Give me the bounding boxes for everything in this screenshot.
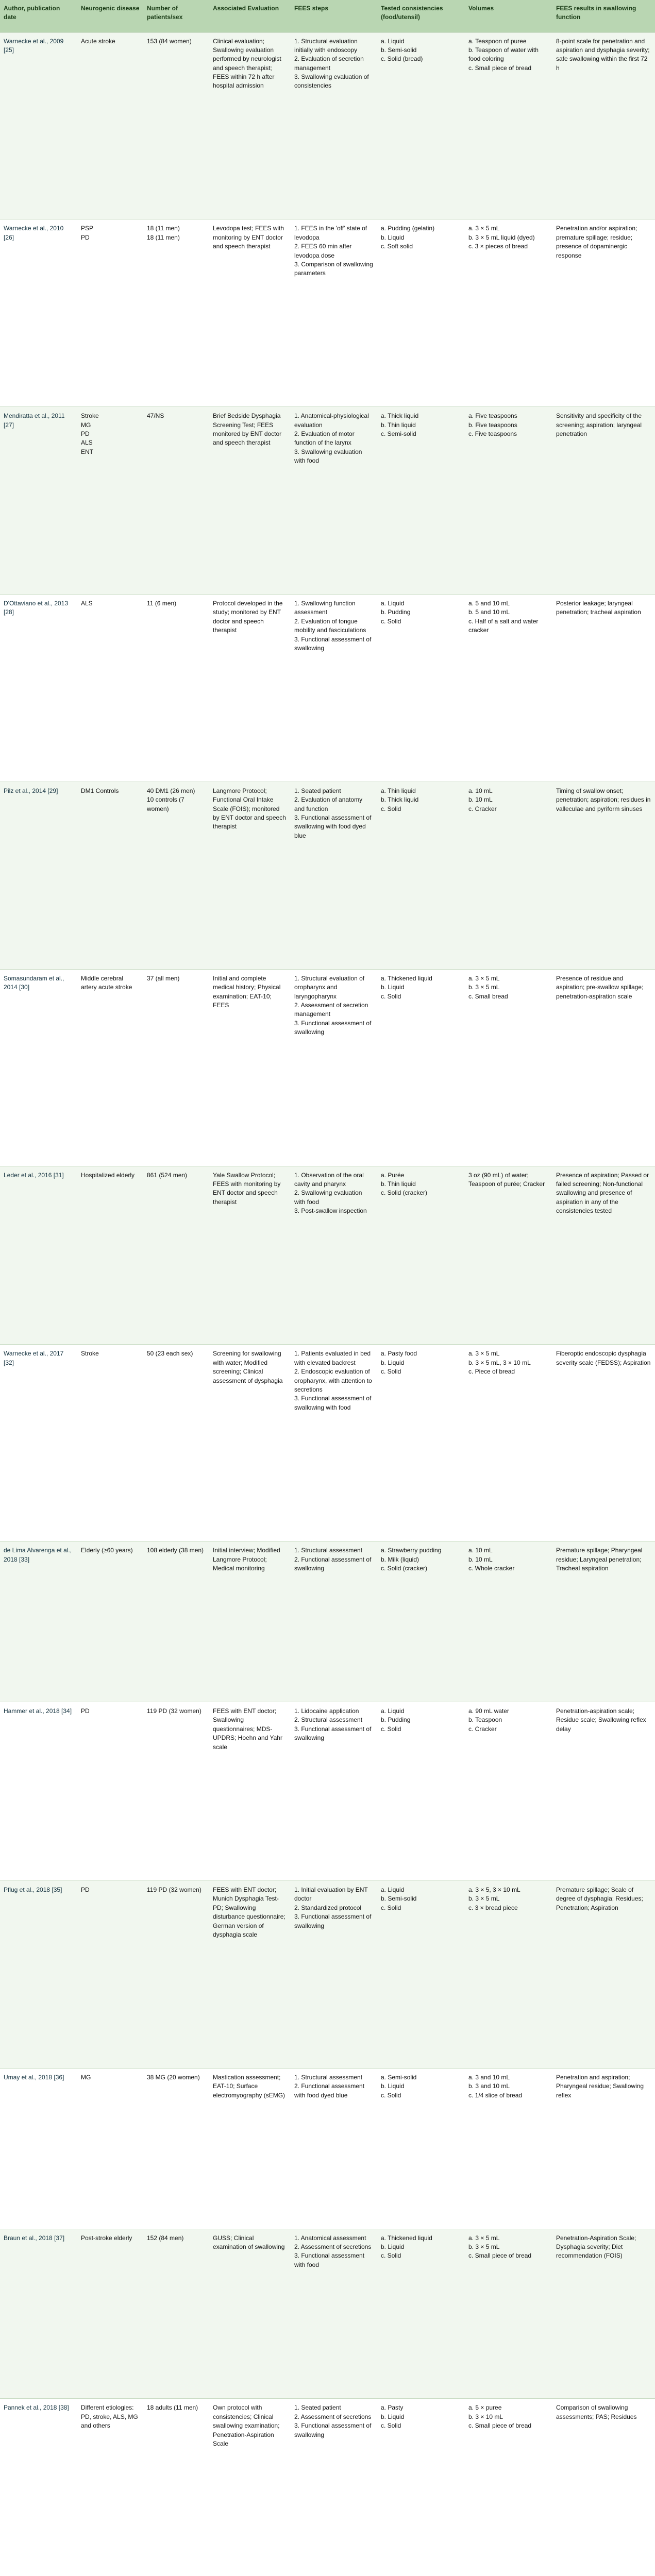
cell-text: 18 (11 men) 18 (11 men): [147, 225, 180, 241]
cell-text: a. 3 × 5 mL b. 3 × 5 mL c. Small piece of bread: [468, 2234, 532, 2260]
table-cell: [291, 2229, 377, 2399]
cell-text: a. Semi-solid b. Liquid c. Solid: [381, 2073, 417, 2099]
table-cell: [143, 2068, 209, 2229]
study-author: Hammer et al., 2018 [34]: [4, 1707, 72, 1715]
table-cell: [0, 595, 77, 782]
table-cell: [291, 1166, 377, 1345]
table-cell: [377, 1166, 465, 1345]
cell-text: 1. Anatomical assessment 2. Assessment of secretions 3. Functional assessment with food: [294, 2234, 372, 2268]
cell-text: a. 3 × 5 mL b. 3 × 5 mL, 3 × 10 mL c. Piece of bread: [468, 1350, 531, 1376]
cell-text: Yale Swallow Protocol; FEES with monitoring by ENT doctor and speech therapist: [213, 1171, 281, 1206]
table-row: [0, 2229, 655, 2399]
cell-text: a. 3 × 5 mL b. 3 × 5 mL liquid (dyed) c. 3 × pieces of bread: [468, 225, 535, 250]
table-cell: [552, 219, 655, 407]
table-cell: [552, 2399, 655, 2576]
table-cell: [291, 407, 377, 595]
table-cell: [209, 2229, 291, 2399]
cell-text: a. Thickened liquid b. Liquid c. Solid: [381, 974, 432, 1000]
cell-text: a. Liquid b. Pudding c. Solid: [381, 1707, 411, 1733]
table-cell: [0, 1166, 77, 1345]
cell-text: PD: [81, 1886, 90, 1893]
cell-text: 37 (all men): [147, 974, 180, 982]
table-cell: [291, 1880, 377, 2068]
table-cell: [77, 1541, 143, 1702]
cell-text: Elderly (≥60 years): [81, 1547, 133, 1554]
table-cell: [377, 32, 465, 219]
table-cell: [209, 1166, 291, 1345]
cell-text: 119 PD (32 women): [147, 1707, 201, 1715]
column-header: Volumes: [465, 0, 552, 32]
table-cell: [143, 1541, 209, 1702]
table-cell: [465, 595, 552, 782]
cell-text: Stroke: [81, 1350, 99, 1358]
cell-text: Screening for swallowing with water; Modified screening; Clinical assessment of dysphagia: [213, 1350, 283, 1384]
table-cell: [291, 2068, 377, 2229]
cell-text: a. Liquid b. Semi-solid c. Solid: [381, 1886, 417, 1911]
cell-text: a. Thickened liquid b. Liquid c. Solid: [381, 2234, 432, 2260]
table-row: [0, 1541, 655, 1702]
table-cell: [552, 1541, 655, 1702]
table-cell: [465, 219, 552, 407]
table-cell: [0, 1541, 77, 1702]
cell-text: Sensitivity and specificity of the screening; aspiration; laryngeal penetration: [556, 412, 642, 437]
table-cell: [209, 1345, 291, 1541]
cell-text: a. 5 and 10 mL b. 5 and 10 mL c. Half of a salt and water cracker: [468, 600, 539, 634]
cell-text: Stroke MG PD ALS ENT: [81, 412, 99, 455]
cell-text: Comparison of swallowing assessments; PAS; Residues: [556, 2404, 637, 2420]
table-cell: [291, 1345, 377, 1541]
table-cell: [552, 969, 655, 1166]
table-cell: [77, 2229, 143, 2399]
study-author: Umay et al., 2018 [36]: [4, 2073, 64, 2081]
column-header: Author, publication date: [0, 0, 77, 32]
column-header: Associated Evaluation: [209, 0, 291, 32]
cell-text: 1. Seated patient 2. Assessment of secretions 3. Functional assessment of swallowing: [294, 2404, 372, 2438]
cell-text: Presence of aspiration; Passed or failed screening; Non-functional swallowing and presence of aspiration in any of the consistencies tested: [556, 1171, 649, 1215]
table-cell: [209, 2068, 291, 2229]
cell-text: a. 90 mL water b. Teaspoon c. Cracker: [468, 1707, 509, 1733]
table-cell: [291, 1541, 377, 1702]
table-row: [0, 2068, 655, 2229]
table-cell: [0, 219, 77, 407]
cell-text: 1. Anatomical-physiological evaluation 2. Evaluation of motor function of the larynx 3. Swallowing evaluation with food: [294, 412, 369, 465]
cell-text: Langmore Protocol; Functional Oral Intake Scale (FOIS); monitored by ENT doctor and speech therapist: [213, 787, 286, 831]
cell-text: Mastication assessment; EAT-10; Surface electromyography (sEMG): [213, 2073, 285, 2099]
study-author: Warnecke et al., 2009 [25]: [4, 37, 64, 54]
table-cell: [377, 1345, 465, 1541]
cell-text: Penetration and aspiration; Pharyngeal residue; Swallowing reflex: [556, 2073, 644, 2099]
cell-text: a. 3 × 5 mL b. 3 × 5 mL c. Small bread: [468, 974, 508, 1000]
cell-text: GUSS; Clinical examination of swallowing: [213, 2234, 285, 2251]
table-row: [0, 219, 655, 407]
table-row: [0, 782, 655, 969]
cell-text: 40 DM1 (26 men) 10 controls (7 women): [147, 787, 195, 812]
cell-text: Initial and complete medical history; Physical examination; EAT-10; FEES: [213, 974, 281, 1009]
cell-text: Levodopa test; FEES with monitoring by ENT doctor and speech therapist: [213, 225, 284, 250]
table-cell: [465, 2229, 552, 2399]
study-author: Braun et al., 2018 [37]: [4, 2234, 65, 2242]
table-cell: [209, 219, 291, 407]
table-row: [0, 595, 655, 782]
table-cell: [143, 782, 209, 969]
cell-text: 1. Observation of the oral cavity and pharynx 2. Swallowing evaluation with food 3. Post-swallow inspection: [294, 1171, 367, 1215]
cell-text: Clinical evaluation; Swallowing evaluation performed by neurologist and speech therapist; FEES within 72 h after hospital admission: [213, 37, 281, 90]
cell-text: a. Liquid b. Pudding c. Solid: [381, 600, 411, 625]
table-cell: [552, 1345, 655, 1541]
table-cell: [209, 1541, 291, 1702]
table-cell: [209, 595, 291, 782]
cell-text: 18 adults (11 men): [147, 2404, 198, 2412]
cell-text: 1. Initial evaluation by ENT doctor 2. Standardized protocol 3. Functional assessment of swallowing: [294, 1886, 372, 1929]
cell-text: Hospitalized elderly: [81, 1171, 135, 1179]
cell-text: a. Purée b. Thin liquid c. Solid (cracker): [381, 1171, 428, 1197]
table-cell: [291, 1702, 377, 1881]
table-row: [0, 1702, 655, 1881]
cell-text: 38 MG (20 women): [147, 2073, 200, 2081]
table-cell: [77, 407, 143, 595]
table-cell: [143, 2399, 209, 2576]
cell-text: 47/NS: [147, 412, 164, 420]
cell-text: 1. Structural assessment 2. Functional assessment with food dyed blue: [294, 2073, 365, 2099]
table-cell: [377, 1880, 465, 2068]
table-cell: [143, 2229, 209, 2399]
table-cell: [291, 2399, 377, 2576]
cell-text: a. Teaspoon of puree b. Teaspoon of water with food coloring c. Small piece of bread: [468, 37, 539, 72]
cell-text: Penetration and/or aspiration; premature spillage; residue; presence of dopaminergic response: [556, 225, 637, 259]
cell-text: a. 5 × puree b. 3 × 10 mL c. Small piece of bread: [468, 2404, 532, 2430]
table-cell: [465, 1541, 552, 1702]
cell-text: 1. Structural evaluation of oropharynx and laryngopharynx 2. Assessment of secretion management 3. Functional assessment of swallowing: [294, 974, 372, 1036]
table-cell: [291, 782, 377, 969]
cell-text: a. Pudding (gelatin) b. Liquid c. Soft solid: [381, 225, 435, 250]
cell-text: 11 (6 men): [147, 600, 177, 607]
table-cell: [143, 1166, 209, 1345]
cell-text: Premature spillage; Pharyngeal residue; Laryngeal penetration; Tracheal aspiration: [556, 1547, 643, 1572]
table-cell: [291, 219, 377, 407]
table-cell: [0, 969, 77, 1166]
table-cell: [377, 2399, 465, 2576]
table-cell: [77, 32, 143, 219]
cell-text: a. Thin liquid b. Thick liquid c. Solid: [381, 787, 419, 812]
table-cell: [209, 407, 291, 595]
table-cell: [465, 32, 552, 219]
table-cell: [143, 219, 209, 407]
cell-text: Post-stroke elderly: [81, 2234, 132, 2242]
cell-text: Presence of residue and aspiration; pre-swallow spillage; penetration-aspiration scale: [556, 974, 644, 1000]
cell-text: 1. Swallowing function assessment 2. Evaluation of tongue mobility and fasciculations 3. Functional assessment of swallowing: [294, 600, 372, 652]
cell-text: DM1 Controls: [81, 787, 119, 794]
study-author: Warnecke et al., 2017 [32]: [4, 1350, 64, 1366]
cell-text: FEES with ENT doctor; Swallowing questionnaires; MDS-UPDRS; Hoehn and Yahr scale: [213, 1707, 282, 1751]
cell-text: Own protocol with consistencies; Clinical swallowing examination; Penetration-Aspiration Scale: [213, 2404, 280, 2448]
table-cell: [209, 969, 291, 1166]
table-cell: [377, 2068, 465, 2229]
table-cell: [465, 969, 552, 1166]
table-cell: [77, 782, 143, 969]
cell-text: 108 elderly (38 men): [147, 1547, 204, 1554]
table-cell: [0, 1345, 77, 1541]
cell-text: Premature spillage; Scale of degree of dysphagia; Residues; Penetration; Aspiration: [556, 1886, 643, 1911]
table-cell: [143, 595, 209, 782]
table-cell: [465, 407, 552, 595]
table-cell: [0, 32, 77, 219]
table-cell: [377, 407, 465, 595]
table-cell: [377, 1702, 465, 1881]
cell-text: Acute stroke: [81, 37, 115, 45]
cell-text: a. 3 × 5, 3 × 10 mL b. 3 × 5 mL c. 3 × bread piece: [468, 1886, 520, 1911]
table-cell: [77, 2068, 143, 2229]
cell-text: 1. Seated patient 2. Evaluation of anatomy and function 3. Functional assessment of swallowing with food dyed blue: [294, 787, 372, 839]
cell-text: 153 (84 women): [147, 37, 192, 45]
header-row: [0, 0, 655, 32]
table-cell: [143, 969, 209, 1166]
study-author: Pflug et al., 2018 [35]: [4, 1886, 62, 1893]
table-cell: [377, 782, 465, 969]
table-cell: [552, 1702, 655, 1881]
table-row: [0, 969, 655, 1166]
table-cell: [0, 407, 77, 595]
table-cell: [465, 1880, 552, 2068]
table-cell: [377, 219, 465, 407]
study-author: Somasundaram et al., 2014 [30]: [4, 974, 64, 991]
cell-text: ALS: [81, 600, 93, 607]
cell-text: 8-point scale for penetration and aspiration and dysphagia severity; safe swallowing within the first 72 h: [556, 37, 650, 72]
study-author: D'Ottaviano et al., 2013 [28]: [4, 600, 69, 616]
table-row: [0, 1345, 655, 1541]
table-cell: [465, 2068, 552, 2229]
cell-text: 1. Structural evaluation initially with endoscopy 2. Evaluation of secretion management 3. Swallowing evaluation of consistencies: [294, 37, 369, 90]
cell-text: Penetration-Aspiration Scale; Dysphagia severity; Diet recommendation (FOIS): [556, 2234, 636, 2260]
table-cell: [209, 782, 291, 969]
table-cell: [552, 2229, 655, 2399]
cell-text: 152 (84 men): [147, 2234, 184, 2242]
cell-text: a. 10 mL b. 10 mL c. Cracker: [468, 787, 497, 812]
table-cell: [552, 1880, 655, 2068]
cell-text: PD: [81, 1707, 90, 1715]
column-header: FEES results in swallowing function: [552, 0, 655, 32]
table-cell: [209, 1880, 291, 2068]
table-cell: [291, 969, 377, 1166]
cell-text: 1. FEES in the 'off' state of levodopa 2. FEES 60 min after levodopa dose 3. Comparison of swallowing parameters: [294, 225, 373, 277]
table-cell: [552, 1166, 655, 1345]
table-cell: [291, 595, 377, 782]
table-cell: [552, 2068, 655, 2229]
column-header: Number of patients/sex: [143, 0, 209, 32]
table-cell: [143, 1880, 209, 2068]
table-row: [0, 32, 655, 219]
cell-text: FEES with ENT doctor; Munich Dysphagia Test-PD; Swallowing disturbance questionnaire; German version of dysphagia scale: [213, 1886, 285, 1938]
cell-text: PSP PD: [81, 225, 94, 241]
table-row: [0, 2399, 655, 2576]
cell-text: a. 3 and 10 mL b. 3 and 10 mL c. 1/4 slice of bread: [468, 2073, 523, 2099]
table-cell: [0, 2068, 77, 2229]
table-cell: [143, 1702, 209, 1881]
cell-text: Penetration-aspiration scale; Residue scale; Swallowing reflex delay: [556, 1707, 646, 1733]
cell-text: a. Liquid b. Semi-solid c. Solid (bread): [381, 37, 423, 63]
cell-text: 1. Lidocaine application 2. Structural assessment 3. Functional assessment of swallowing: [294, 1707, 372, 1742]
table-cell: [143, 407, 209, 595]
cell-text: 50 (23 each sex): [147, 1350, 193, 1358]
column-header: Tested consistencies (food/utensil): [377, 0, 465, 32]
table-cell: [552, 32, 655, 219]
cell-text: a. Five teaspoons b. Five teaspoons c. Five teaspoons: [468, 412, 517, 437]
table-cell: [77, 1166, 143, 1345]
cell-text: a. Strawberry pudding b. Milk (liquid) c. Solid (cracker): [381, 1547, 442, 1572]
cell-text: a. Pasty b. Liquid c. Solid: [381, 2404, 405, 2430]
column-header: Neurogenic disease: [77, 0, 143, 32]
cell-text: Fiberoptic endoscopic dysphagia severity scale (FEDSS); Aspiration: [556, 1350, 651, 1366]
cell-text: Protocol developed in the study; monitored by ENT doctor and speech therapist: [213, 600, 283, 634]
cell-text: Posterior leakage; laryngeal penetration; tracheal aspiration: [556, 600, 641, 616]
table-cell: [465, 1702, 552, 1881]
cell-text: 1. Patients evaluated in bed with elevated backrest 2. Endoscopic evaluation of oropharynx, with attention to secretions 3. Functional assessment of swallowing with food: [294, 1350, 372, 1411]
table-cell: [552, 782, 655, 969]
cell-text: MG: [81, 2073, 91, 2081]
study-author: Warnecke et al., 2010 [26]: [4, 225, 64, 241]
table-cell: [143, 1345, 209, 1541]
study-author: Mendiratta et al., 2011 [27]: [4, 412, 65, 429]
study-author: Pannek et al., 2018 [38]: [4, 2404, 69, 2412]
table-cell: [377, 969, 465, 1166]
table-cell: [0, 782, 77, 969]
table-cell: [209, 32, 291, 219]
table-cell: [465, 782, 552, 969]
table-cell: [77, 595, 143, 782]
cell-text: 1. Structural assessment 2. Functional assessment of swallowing: [294, 1547, 372, 1572]
table-row: [0, 1166, 655, 1345]
table-cell: [77, 1345, 143, 1541]
table-cell: [209, 1702, 291, 1881]
table-cell: [0, 2229, 77, 2399]
study-author: Leder et al., 2016 [31]: [4, 1171, 64, 1179]
cell-text: Different etiologies: PD, stroke, ALS, MG and others: [81, 2404, 138, 2430]
table-cell: [291, 32, 377, 219]
table-cell: [377, 1541, 465, 1702]
cell-text: 119 PD (32 women): [147, 1886, 201, 1893]
table-cell: [552, 407, 655, 595]
study-author: Pilz et al., 2014 [29]: [4, 787, 58, 794]
table-cell: [77, 1702, 143, 1881]
cell-text: Initial interview; Modified Langmore Protocol; Medical monitoring: [213, 1547, 280, 1572]
table-body: [0, 32, 655, 2576]
cell-text: a. Pasty food b. Liquid c. Solid: [381, 1350, 417, 1376]
table-cell: [465, 1345, 552, 1541]
cell-text: 3 oz (90 mL) of water; Teaspoon of purée; Cracker: [468, 1171, 545, 1188]
cell-text: a. Thick liquid b. Thin liquid c. Semi-solid: [381, 412, 419, 437]
column-header: FEES steps: [291, 0, 377, 32]
table-cell: [465, 2399, 552, 2576]
cell-text: Brief Bedside Dysphagia Screening Test; FEES monitored by ENT doctor and speech therapist: [213, 412, 282, 447]
table-row: [0, 407, 655, 595]
table-cell: [143, 32, 209, 219]
table-cell: [77, 2399, 143, 2576]
cell-text: Timing of swallow onset; penetration; aspiration; residues in valleculae and pyriform sinuses: [556, 787, 651, 812]
table-cell: [77, 969, 143, 1166]
table-cell: [0, 1880, 77, 2068]
table-cell: [77, 219, 143, 407]
table-cell: [377, 595, 465, 782]
cell-text: a. 10 mL b. 10 mL c. Whole cracker: [468, 1547, 515, 1572]
table-row: [0, 1880, 655, 2068]
study-author: de Lima Alvarenga et al., 2018 [33]: [4, 1547, 72, 1563]
table-cell: [209, 2399, 291, 2576]
table-cell: [552, 595, 655, 782]
table-cell: [0, 1702, 77, 1881]
table-cell: [77, 1880, 143, 2068]
table-header: [0, 0, 655, 32]
cell-text: Middle cerebral artery acute stroke: [81, 974, 132, 991]
table-cell: [0, 2399, 77, 2576]
cell-text: 861 (524 men): [147, 1171, 188, 1179]
table-cell: [465, 1166, 552, 1345]
table-cell: [377, 2229, 465, 2399]
